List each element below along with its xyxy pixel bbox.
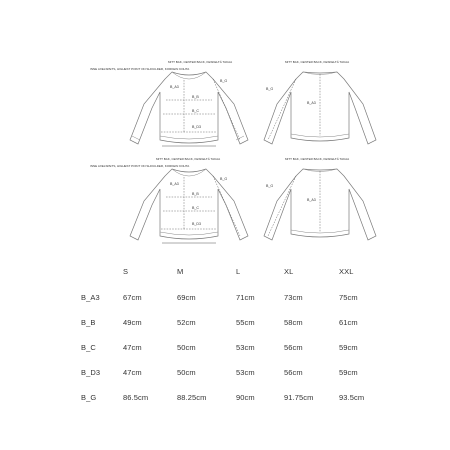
table-cell: 90cm <box>236 393 255 402</box>
table-cell: 50cm <box>177 368 196 377</box>
table-cell: 91.75cm <box>284 393 314 402</box>
table-cell: 56cm <box>284 343 303 352</box>
label-g: B_G <box>266 87 274 91</box>
label-g: B_G <box>220 79 228 83</box>
diagram-bottom-back <box>264 157 376 240</box>
table-cell: 53cm <box>236 343 255 352</box>
table-cell: 67cm <box>123 293 142 302</box>
label-b: B_B <box>192 95 199 99</box>
row-label: B_B <box>81 318 96 327</box>
table-cell: 59cm <box>339 368 358 377</box>
label-g: B_G <box>266 184 274 188</box>
table-cell: 69cm <box>177 293 196 302</box>
note-center-back: MITT BAK, CENTER BACK, KESKELTÄ TAKAA <box>168 60 233 64</box>
table-cell: 61cm <box>339 318 358 327</box>
table-cell: 47cm <box>123 343 142 352</box>
table-cell: 56cm <box>284 368 303 377</box>
label-d3: B_D3 <box>192 222 201 226</box>
label-a3: B_A3 <box>307 101 316 105</box>
table-cell: 73cm <box>284 293 303 302</box>
table-cell: 75cm <box>339 293 358 302</box>
note-center-back: MITT BAK, CENTER BACK, KESKELTÄ TAKAA <box>156 157 221 161</box>
table-cell: 58cm <box>284 318 303 327</box>
diagram-top-back <box>264 60 376 144</box>
table-cell: 50cm <box>177 343 196 352</box>
label-d3: B_D3 <box>192 125 201 129</box>
table-cell: 53cm <box>236 368 255 377</box>
size-header-m: M <box>177 267 184 276</box>
label-g: B_G <box>220 177 228 181</box>
note-shoulder-point: INNE AXELSPETS, HIGHEST POINT ON SHOULDER, KORKEIN KOHTA <box>90 164 190 168</box>
note-center-back: MITT BAK, CENTER BACK, KESKELTÄ TAKAA <box>285 157 350 161</box>
label-a3: B_A3 <box>170 85 179 89</box>
note-shoulder-point: INNE AXELSPETS, HIGHEST POINT ON SHOULDER, KORKEIN KOHTA <box>90 67 190 71</box>
size-header-l: L <box>236 267 241 276</box>
table-cell: 93.5cm <box>339 393 365 402</box>
row-label: B_A3 <box>81 293 100 302</box>
table-cell: 52cm <box>177 318 196 327</box>
label-a3: B_A3 <box>170 182 179 186</box>
table-cell: 88.25cm <box>177 393 207 402</box>
size-header-xxl: XXL <box>339 267 354 276</box>
label-c: B_C <box>192 206 199 210</box>
table-cell: 59cm <box>339 343 358 352</box>
label-b: B_B <box>192 192 199 196</box>
row-label: B_D3 <box>81 368 101 377</box>
size-table <box>0 262 450 412</box>
row-label: B_C <box>81 343 96 352</box>
label-c: B_C <box>192 109 199 113</box>
front-shirt-outline <box>130 169 248 240</box>
table-cell: 71cm <box>236 293 255 302</box>
front-shirt-outline <box>130 72 248 144</box>
diagram-top-front <box>90 60 248 146</box>
table-cell: 55cm <box>236 318 255 327</box>
label-a3: B_A3 <box>307 198 316 202</box>
note-center-back: MITT BAK, CENTER BACK, KESKELTÄ TAKAA <box>285 60 350 64</box>
size-header-xl: XL <box>284 267 294 276</box>
diagram-bottom-front <box>90 157 248 243</box>
row-label: B_G <box>81 393 97 402</box>
size-header-s: S <box>123 267 129 276</box>
table-cell: 47cm <box>123 368 142 377</box>
table-cell: 86.5cm <box>123 393 149 402</box>
table-cell: 49cm <box>123 318 142 327</box>
